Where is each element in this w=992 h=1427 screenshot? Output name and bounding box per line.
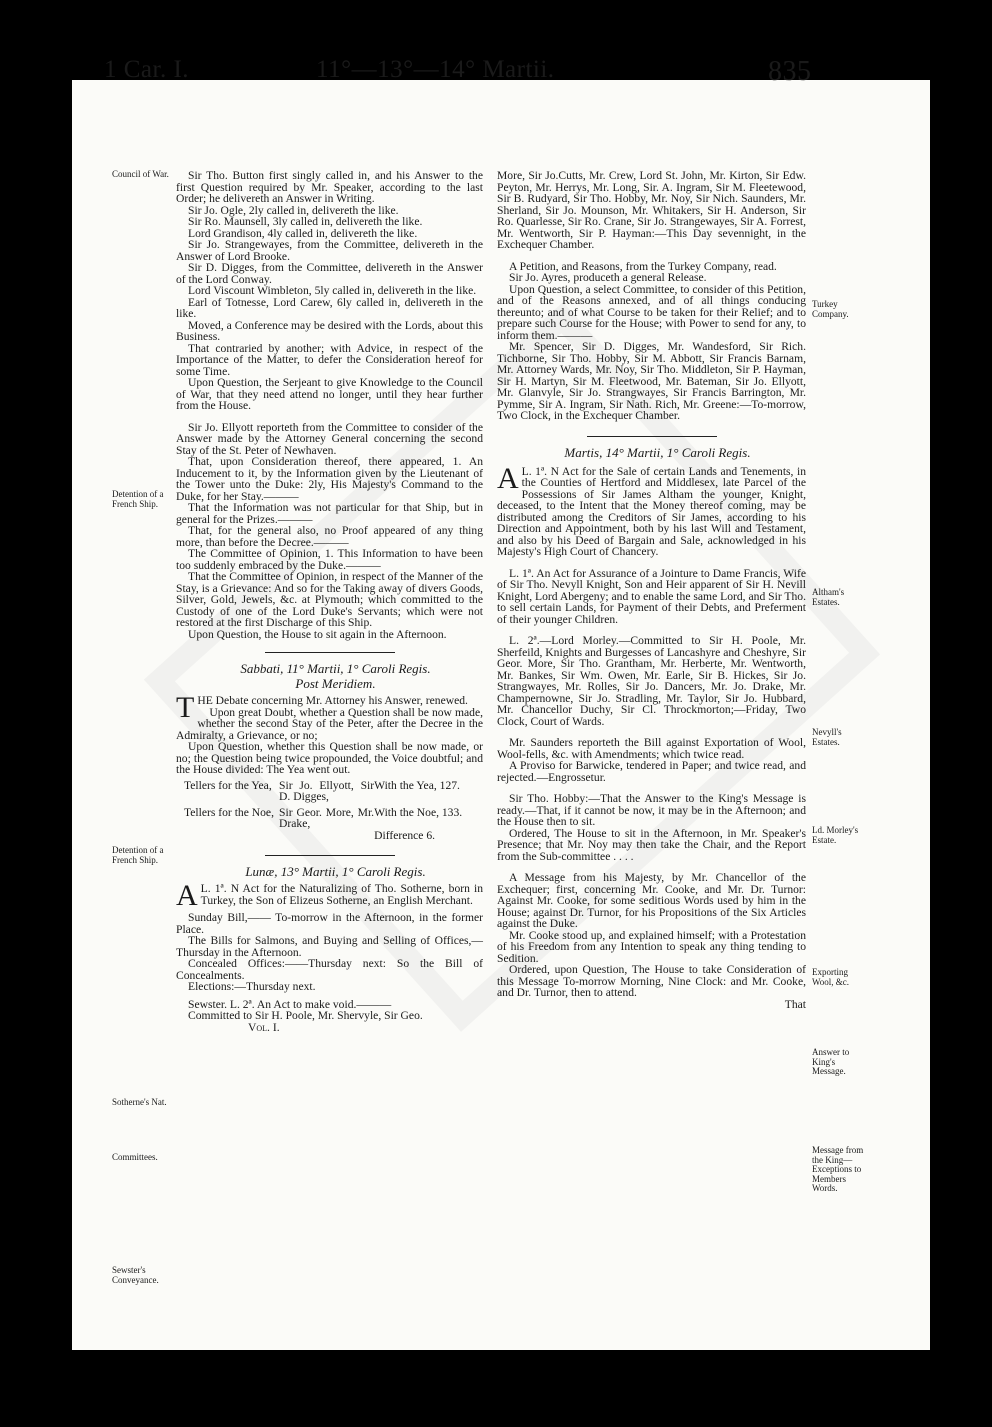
paragraph: Sir Tho. Hobby:—That the Answer to the King's Message is ready.—That, if it cannot be now, it may be in the Afternoon; and the House then to sit. (497, 792, 806, 828)
paragraph: Sir Jo. Ogle, 2ly called in, delivereth the like. (188, 203, 399, 217)
paragraph: Moved, a Conference may be desired with the Lords, about this Business. (176, 318, 483, 343)
margin-note: Detention of a French Ship. (112, 489, 164, 509)
paragraph: Upon Question, a select Committee, to consider of this Petition, and of the Reasons annexed, and of all things conducing thereunto; and of what Course to be taken for their Relief; and to prepare such Course for the House; with Power to send for any, to inform them.——— (497, 282, 806, 342)
paragraph: Mr. Saunders reporteth the Bill against Exportation of Wool, Wool-fells, &c. with Amendments; which twice read. (497, 736, 806, 761)
paragraph: L. 1ª. A N Act for the Sale of certain Lands and Tenements, in the Counties of Hertford and Middlesex, late Parcel of the Possessions of Sir James Altham the younger, Knight, deceased, to the Intent that the Money thereof coming, may be distributed among the Creditors of Sir James, according to his Direction and Appointment, both by his last Will and Testament, and also by his Deed of Bargain and Sale, acknowledged in his Majesty's High Court of Chancery. (497, 461, 806, 558)
margin-note: Ld. Morley's Estate. (812, 825, 859, 845)
paragraph: The Bills for Salmons, and Buying and Selling of Offices,—Thursday in the Afternoon. (176, 934, 483, 959)
paragraph: L. 2ª.—Lord Morley.—Committed to Sir H. Poole, Mr. Sherfeild, Knights and Burgesses of Lancashyre and Cheshyre, Sir Geor. More, Sir Tho. Grantham, Mr. Herberte, Mr. Wentworth, Mr. Bankes, Sir Wm. Owen, Mr. Earle, Sir B. Hickes, Sir Jo. Strangwayes, Mr. Rolles, Sir Jo. Dancers, Mr. Jo. Drake, Mr. Champernowne, Sir Jo. Stradling, Mr. Taylor, Sir Jo. Hubbard, Mr. Chancellor Duchy, Sir Cl. Throckmorton;—Friday, Two Clock, Court of Wards. (497, 634, 806, 728)
margin-note: Sewster's Conveyance. (112, 1265, 159, 1285)
margin-note: Message from the King—Exceptions to Members Words. (812, 1145, 864, 1193)
page-number: 835 (768, 56, 812, 87)
paragraph: Sir Jo. Ellyott reporteth from the Committee to consider of the Answer made by the Attorney General concerning the second Stay of the St. Peter of Newhaven. (176, 420, 483, 457)
paragraph: Committed to Sir H. Poole, Mr. Shervyle, Sir Geo. (188, 1009, 423, 1022)
section-title: Lunæ, 13° Martii, 1° Caroli Regis. (245, 864, 426, 879)
paragraph: Concealed Offices:——Thursday next: So the Bill of Concealments. (176, 957, 483, 982)
header-dates: 11°—13°—14° Martii. (316, 56, 555, 83)
margin-note: Detention of a French Ship. (112, 845, 164, 865)
vote-difference: Difference 6. (374, 828, 436, 842)
paragraph: Sir Ro. Maunsell, 3ly called in, delivereth the like. (188, 215, 423, 228)
drop-cap: T (176, 691, 195, 724)
section-title: Sabbati, 11° Martii, 1° Caroli Regis. (240, 661, 431, 676)
margin-note: Answer to King's Message. (812, 1047, 850, 1076)
drop-cap: A (497, 461, 519, 495)
paragraph: Sir Jo. Ayres, produceth a general Release. (509, 271, 707, 284)
catchword: That (784, 997, 806, 1011)
paragraph: L. 1ª. A N Act for the Naturalizing of Tho. Sotherne, born in Turkey, the Son of Elizeus Sotherne, an English Merchant. (176, 879, 483, 912)
paragraph: Earl of Totnesse, Lord Carew, 6ly called in, delivereth in the like. (176, 295, 483, 320)
margin-note: Nevyll's Estates. (812, 727, 842, 747)
paragraph: L. 1ª. An Act for Assurance of a Jointure to Dame Francis, Wife of Sir Tho. Nevyll Knight, Son and Heir apparent of Sir H. Nevill Knight, Lord Abergeny; and to enable the same Lord, and Sir Tho. to sell certain Lands, for Payment of their Debts, and Preferment of their younger Children. (497, 566, 806, 626)
margin-note: Council of War. (112, 169, 169, 179)
drop-cap: A (176, 879, 198, 912)
margin-note: Exporting Wool, &c. (812, 967, 850, 987)
margin-note: Committees. (112, 1152, 158, 1162)
right-column (497, 170, 806, 1010)
margin-note: Turkey Company. (812, 299, 849, 319)
paragraph: Ordered, The House to sit in the Afternoon, in Mr. Speaker's Presence; that Mr. Noy may then take the Chair, and the Report from the Sub-committee . . . . (497, 826, 806, 863)
paragraph: The Committee of Opinion, 1. This Information to have been too suddenly embraced by the Duke.——— (176, 547, 483, 572)
section-title: Martis, 14° Martii, 1° Caroli Regis. (564, 444, 751, 460)
section-subtitle: Post Meridiem. (295, 676, 376, 691)
paragraph: That contraried by another; with Advice, in respect of the Importance of the Matter, to defer the Consideration hereof for some Time. (176, 341, 483, 378)
paragraph: A Petition, and Reasons, from the Turkey Company, read. (509, 259, 777, 273)
paragraph: That, for the general also, no Proof appeared of any thing more, than before the Decree.——— (176, 524, 483, 549)
paragraph: Upon Question, the House to sit again in the Afternoon. (188, 627, 447, 641)
volume-footer: Vol. I. (248, 1020, 280, 1034)
paragraph: Sir Tho. Button first singly called in, and his Answer to the first Question required by Mr. Speaker, according to the last Order; he delivereth an Answer in Writing. (176, 169, 483, 205)
paragraph: Upon great Doubt, whether a Question shall be now made, whether the second Stay of the Peter, after the Decree in the Admiralty, a Grievance, or no; (176, 705, 483, 742)
paragraph: That the Information was not particular for that Ship, but in general for the Prizes.——— (176, 501, 483, 526)
paragraph: A Proviso for Barwicke, tendered in Paper; and twice read, and rejected.—Engrossetur. (497, 759, 806, 784)
paragraph: That the Committee of Opinion, in respect of the Manner of the Stay, is a Grievance: And so for the Taking away of divers Goods, Silver, Gold, Jewels, &c. at Plymouth; which committed to the Custody of one of the Lord Duke's Servants; which were not restored at the first Discharge of this Ship. (176, 570, 483, 629)
paragraph: More, Sir Jo.Cutts, Mr. Crew, Lord St. John, Mr. Kirton, Sir Edw. Peyton, Mr. Herrys, Mr. Long, Sir. A. Ingram, Sir M. Fleetewood, Sir B. Rudyard, Sir Tho. Hobby, Mr. Noy, Sir Nich. Saunders, Mr. Sherland, Sir Jo. Mounson, Mr. Whitakers, Sir H. Anderson, Sir Ro. Quarlesse, Sir Ro. Crane, Sir Jo. Strangewayes, Sir A. Forrest, Mr. Wentworth, Sir P. Hayman:—This Day sevennight, in the Exchequer Chamber. (497, 169, 806, 251)
paragraph: Mr. Cooke stood up, and explained himself; with a Protestation of his Freedom from any Intention to speak any thing tending to Sedition. (497, 928, 806, 965)
tellers-yea: Tellers for the Yea, Sir Jo. Ellyott, Sir D. Digges, With the Yea, 127. (184, 778, 460, 803)
paragraph: Lord Viscount Wimbleton, 5ly called in, delivereth in the like. (188, 284, 477, 297)
header-reign: 1 Car. I. (104, 56, 190, 83)
paragraph: Elections:—Thursday next. (188, 980, 316, 993)
margin-note: Altham's Estates. (812, 587, 845, 607)
paragraph: Upon Question, the Serjeant to give Knowledge to the Council of War, that they need attend no longer, until they hear further from the House. (176, 376, 483, 412)
left-column (176, 170, 483, 1033)
paragraph: THE Debate concerning Mr. Attorney his Answer, renewed. (176, 691, 468, 724)
paragraph: Lord Grandison, 4ly called in, delivereth the like. (188, 226, 418, 240)
paragraph: Sir Jo. Strangewayes, from the Committee, delivereth in the Answer of Lord Brooke. (176, 238, 483, 263)
paragraph: Sir D. Digges, from the Committee, delivereth in the Answer of the Lord Conway. (176, 261, 483, 286)
paragraph: That, upon Consideration thereof, there appeared, 1. An Inducement to it, by the Information given by the Lieutenant of the Tower unto the Duke: 2ly, His Majesty's Command to the Duke, for her Stay.——— (176, 455, 483, 503)
paragraph: Sewster. L. 2ª. An Act to make void.——— (188, 997, 392, 1011)
tellers-noe: Tellers for the Noe, Sir Geor. More, Mr. Drake, With the Noe, 133. (184, 805, 463, 830)
paragraph: Upon Question, whether this Question shall be now made, or no; the Question being twice propounded, the Voice doubtful; and the House divided: The Yea went out. (176, 740, 483, 776)
margin-note: Sotherne's Nat. (112, 1097, 167, 1107)
paragraph: Ordered, upon Question, The House to take Consideration of this Message To-morrow Morning, Nine Clock: and Mr. Cooke, and Dr. Turnor, then to attend. (497, 963, 806, 999)
paragraph: Sunday Bill,—— To-morrow in the Afternoon, in the former Place. (176, 911, 483, 936)
paragraph: Mr. Spencer, Sir D. Digges, Mr. Wandesford, Sir Rich. Tichborne, Sir Tho. Hobby, Sir M. Abbott, Sir Francis Barnam, Mr. Attorney Wards, Mr. Noy, Sir Tho. Middleton, Sir P. Hayman, Sir H. Martyn, Sir M. Fleetwood, Mr. Bateman, Sir Jo. Ellyott, Mr. Glanvyle, Sir Jo. Strangwayes, Sir Francis Barrington, Mr. Pymme, Sir A. Ingram, Sir Nath. Rich, Mr. Greene:—To-morrow, Two Clock, in the Exchequer Chamber. (497, 340, 806, 422)
paragraph: A Message from his Majesty, by Mr. Chancellor of the Exchequer; first, concerning Mr. Cooke, and Mr. Dr. Turnor: Against Mr. Cooke, for some seditious Words used by him in the House; against Dr. Turnor, for his Propositions of the Six Articles against the Duke. (497, 871, 806, 930)
